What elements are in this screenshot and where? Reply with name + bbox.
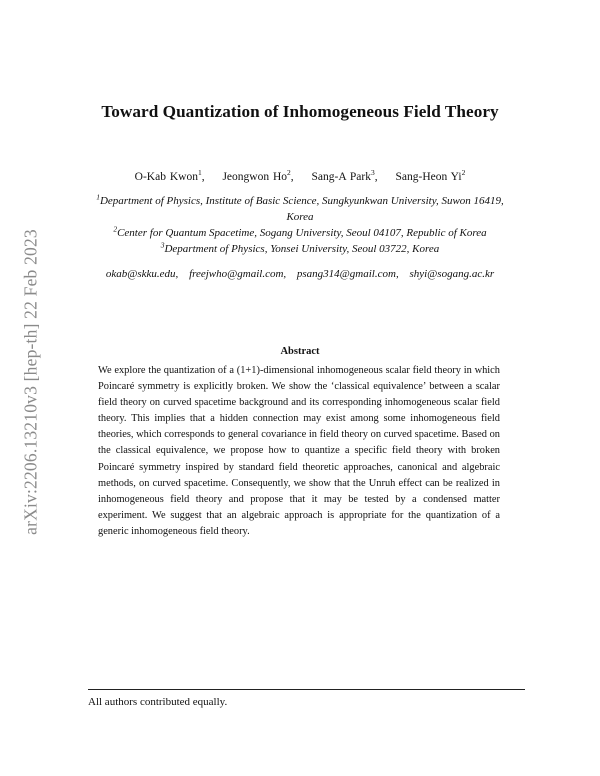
author-name: Sang-Heon Yi: [395, 171, 462, 183]
author-affil-mark: 1: [197, 168, 202, 178]
author-name: O-Kab Kwon: [134, 171, 198, 183]
author-affil-mark: 2: [287, 168, 291, 178]
email: okab@skku.edu,: [105, 268, 179, 280]
arxiv-identifier: arXiv:2206.13210v3 [hep-th] 22 Feb 2023: [20, 229, 41, 535]
author: Sang-A Park$^3$,: [311, 168, 378, 183]
author: O-Kab Kwon$^1$,: [134, 168, 205, 183]
email-list: [0, 268, 600, 280]
author: [395, 168, 466, 183]
author-name: Jeongwon Ho: [222, 171, 288, 183]
arxiv-stamp: [16, 212, 46, 552]
affiliation: [82, 241, 518, 257]
footnote-divider: [88, 689, 525, 690]
affiliation: [82, 225, 518, 241]
affiliation-list: [82, 193, 518, 257]
author-list: [0, 168, 600, 183]
author-name: Sang-A Park: [311, 171, 371, 183]
affiliation-text: Center for Quantum Spacetime, Sogang University, Seoul 04107, Republic of Korea: [117, 227, 487, 239]
email: freejwho@gmail.com,: [189, 268, 287, 280]
abstract-text: We explore the quantization of a (1+1)-dimensional inhomogeneous scalar field theory in which Poincaré symmetry is explicitly broken. We show the ‘classical equivalence’ between a scalar field theory on curved spacetime background and its corresponding inhomogeneous scalar field theory. This implies that a hidden connection may exist among some inhomogeneous field theories, which corresponds to general covariance in field theory on curved spacetime. Based on the classical equivalence, we propose how to quantize a specific field theory with broken Poincaré symmetry inspired by standard field theoretic approaches, canonical and algebraic methods, on curved spacetime. Consequently, we show that the Unruh effect can be realized in inhomogeneous field theory and propose that it may be tested by a condensed matter experiment. We suggest that an algebraic approach is appropriate for the quantization of a generic inhomogeneous field theory.: [98, 365, 500, 537]
affiliation-mark: 2: [113, 224, 118, 234]
affiliation-text: Department of Physics, Institute of Basic Science, Sungkyunkwan University, Suwon 16419, Korea: [99, 195, 504, 223]
paper-title: Toward Quantization of Inhomogeneous Field Theory: [101, 102, 499, 121]
affiliation: [82, 193, 518, 225]
affiliation-mark: 3: [160, 240, 165, 250]
email: psang314@gmail.com,: [296, 268, 399, 280]
author: Jeongwon Ho$^2$,: [222, 168, 294, 183]
affiliation-text: Department of Physics, Yonsei University, Seoul 03722, Korea: [164, 243, 440, 255]
affiliation-mark: 1: [96, 192, 100, 202]
author-affil-mark: 3: [371, 168, 375, 178]
footnote: All authors contributed equally.: [88, 696, 228, 708]
author-affil-mark: 2: [461, 168, 466, 178]
abstract-heading: Abstract: [280, 346, 320, 357]
email: shyi@sogang.ac.kr: [409, 268, 495, 280]
